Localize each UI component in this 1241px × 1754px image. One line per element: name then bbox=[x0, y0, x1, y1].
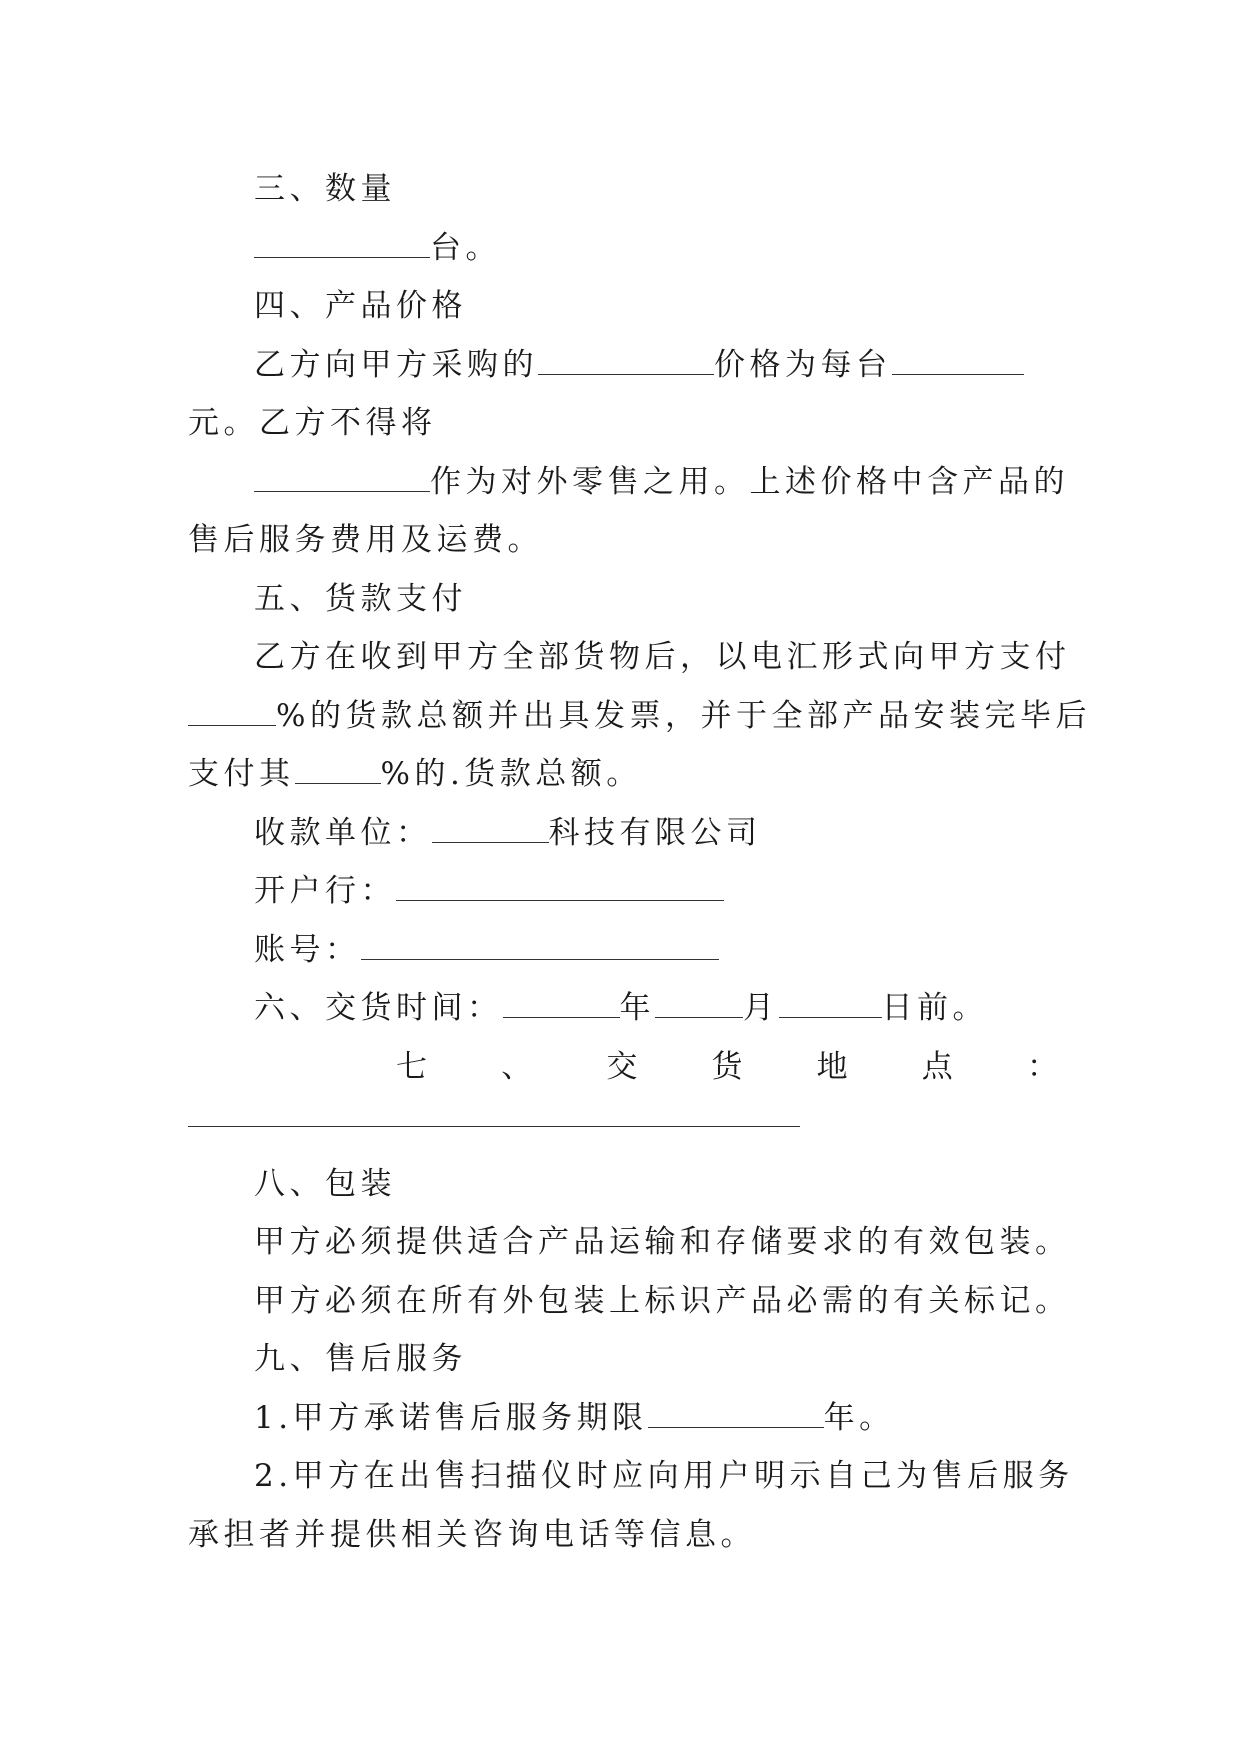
quantity-blank bbox=[254, 231, 430, 258]
day-label: 日前。 bbox=[881, 990, 988, 1026]
account-label: 账号： bbox=[254, 931, 361, 968]
delivery-time-label: 六、交货时间： bbox=[254, 990, 503, 1026]
packaging-line-2 bbox=[188, 1272, 1071, 1331]
payment-line-2 bbox=[188, 687, 1091, 746]
packaging-text-a: 甲方必须提供适合产品运输和存储要求的有效包装。 bbox=[254, 1224, 1071, 1260]
service-text-b: 年。 bbox=[823, 1399, 895, 1436]
day-blank bbox=[779, 991, 882, 1018]
delivery-place-blank bbox=[188, 1096, 800, 1127]
price-line-2 bbox=[188, 394, 1058, 453]
section-3-heading bbox=[188, 160, 1058, 219]
service-line-1 bbox=[188, 1389, 1058, 1448]
section-3-title: 三、数量 bbox=[254, 171, 396, 207]
section-5-title: 五、货款支付 bbox=[254, 580, 467, 617]
service-line-2 bbox=[188, 1447, 1074, 1506]
price-text-b: 价格为每台 bbox=[714, 346, 892, 383]
section-9-heading bbox=[188, 1330, 1058, 1389]
month-label: 月 bbox=[743, 990, 779, 1026]
price-text-d: 作为对外零售之用。上述价格中含产品的 bbox=[430, 463, 1069, 500]
payment-line-1 bbox=[188, 628, 1071, 687]
price-line-4 bbox=[188, 511, 1058, 570]
service-text-a: 1.甲方承诺售后服务期限 bbox=[254, 1399, 648, 1436]
price-line-1 bbox=[188, 336, 1058, 395]
delivery-place-heading bbox=[188, 1038, 1058, 1097]
bank-label: 开户行： bbox=[254, 873, 396, 909]
month-blank bbox=[655, 991, 743, 1018]
section-5-heading bbox=[188, 570, 1058, 629]
section-8-heading bbox=[188, 1155, 1058, 1214]
delivery-place-char: 货 bbox=[711, 1048, 743, 1085]
bank-line bbox=[188, 862, 1058, 921]
quantity-unit: 台。 bbox=[430, 229, 501, 266]
price-text-a: 乙方向甲方采购的 bbox=[254, 346, 538, 383]
first-percent-blank bbox=[188, 699, 276, 726]
delivery-place-char: ： bbox=[1026, 1048, 1058, 1085]
delivery-time-line bbox=[188, 979, 1058, 1038]
payment-text-d: %的.货款总额。 bbox=[380, 756, 642, 792]
unit-price-blank bbox=[892, 348, 1024, 375]
payee-suffix: 科技有限公司 bbox=[548, 814, 762, 851]
service-period-blank bbox=[648, 1401, 824, 1428]
delivery-place-char: 点 bbox=[921, 1048, 953, 1085]
account-blank bbox=[361, 933, 719, 960]
section-8-title: 八、包装 bbox=[254, 1165, 396, 1202]
service-text-c: 2.甲方在出售扫描仪时应向用户明示自己为售后服务 bbox=[254, 1458, 1074, 1494]
quantity-line bbox=[188, 219, 1058, 278]
payee-blank bbox=[432, 816, 549, 843]
payment-text-c: 支付其 bbox=[188, 756, 295, 792]
year-label: 年 bbox=[619, 990, 655, 1026]
section-4-heading bbox=[188, 277, 1058, 336]
service-line-3 bbox=[188, 1506, 1058, 1565]
service-text-d: 承担者并提供相关咨询电话等信息。 bbox=[188, 1516, 756, 1553]
second-percent-blank bbox=[295, 757, 381, 784]
account-line bbox=[188, 921, 1058, 980]
price-text-e: 售后服务费用及运费。 bbox=[188, 522, 543, 558]
delivery-place-char: 交 bbox=[606, 1048, 638, 1085]
packaging-line-1 bbox=[188, 1213, 1071, 1272]
price-line-3 bbox=[188, 453, 1069, 512]
contract-page bbox=[188, 160, 1091, 1564]
payee-line bbox=[188, 804, 1058, 863]
section-9-title: 九、售后服务 bbox=[254, 1341, 467, 1377]
bank-blank bbox=[396, 874, 724, 901]
payment-text-a: 乙方在收到甲方全部货物后，以电汇形式向甲方支付 bbox=[254, 639, 1071, 675]
product-name-blank bbox=[538, 348, 714, 375]
packaging-text-b: 甲方必须在所有外包装上标识产品必需的有关标记。 bbox=[254, 1282, 1071, 1319]
delivery-place-char: 七 bbox=[396, 1048, 427, 1085]
delivery-place-line bbox=[188, 1096, 1058, 1155]
delivery-place-char: 地 bbox=[816, 1048, 848, 1085]
resale-product-blank bbox=[254, 465, 430, 492]
payment-text-b: %的货款总额并出具发票，并于全部产品安装完毕后 bbox=[276, 697, 1091, 734]
section-4-title: 四、产品价格 bbox=[254, 288, 467, 324]
payment-line-3 bbox=[188, 745, 1058, 804]
payee-label: 收款单位： bbox=[254, 814, 432, 851]
delivery-place-char: 、 bbox=[501, 1048, 533, 1085]
price-text-c: 元。乙方不得将 bbox=[188, 405, 437, 441]
year-blank bbox=[503, 991, 620, 1018]
